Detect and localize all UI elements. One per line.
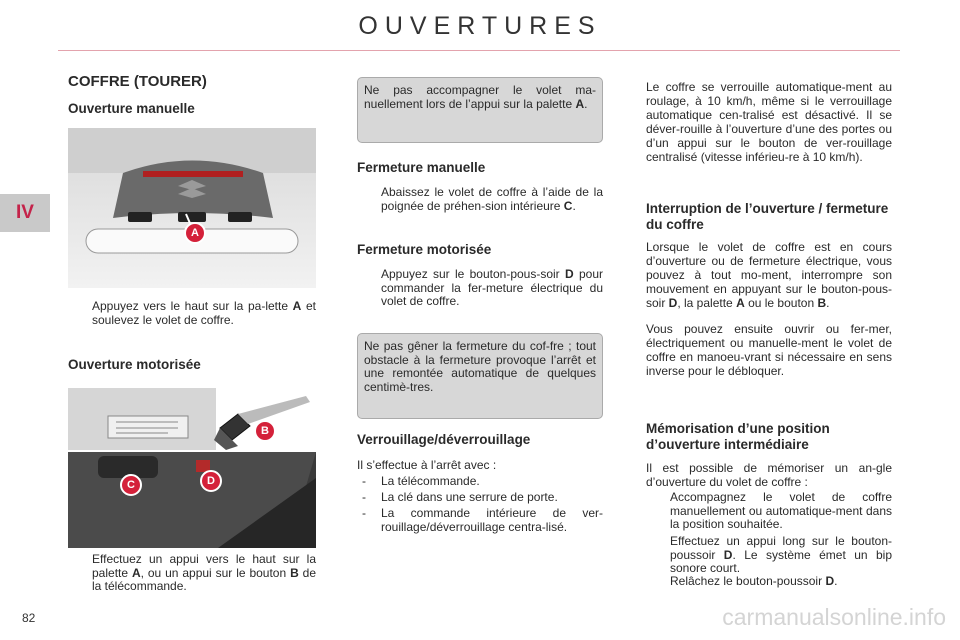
motorized-closing-bullet: Appuyez sur le bouton-pous-soir D pour commander la fer-meture électrique du volet de coffre.: [381, 267, 603, 308]
memo-bullet-1: Accompagnez le volet de coffre manuellement ou automatique-ment dans la position souhaitée.: [670, 490, 892, 531]
trunk-handle-photo: [68, 128, 316, 288]
manual-closing-bullet: Abaissez le volet de coffre à l’aide de la poignée de préhen-sion intérieure C.: [381, 185, 603, 213]
interrupt-paragraph-1: Lorsque le volet de coffre est en cours d’ouverture ou de fermeture électrique, vous pouvez à tout mo-ment, interrompre son mouvement en appuyant sur le bouton-pous-soir D, la palette A ou le bouton B.: [646, 240, 892, 310]
motorized-opening-bullet: Effectuez un appui vers le haut sur la palette A, ou un appui sur le bouton B de la télécommande.: [92, 552, 316, 593]
chapter-tab: IV: [0, 194, 50, 232]
header-rule: [58, 50, 900, 51]
motorized-closing-title: Fermeture motorisée: [357, 242, 492, 257]
note-box-1: Ne pas accompagner le volet ma-nuellement lors de l’appui sur la palette A.: [357, 77, 603, 143]
marker-c: C: [120, 474, 142, 496]
locking-item: - La commande intérieure de ver-rouillage/déverrouillage centra-lisé.: [362, 506, 603, 534]
dash-icon: -: [362, 474, 366, 488]
manual-opening-bullet: Appuyez vers le haut sur la pa-lette A et soulevez le volet de coffre.: [92, 299, 317, 327]
locking-title: Verrouillage/déverrouillage: [357, 432, 531, 447]
marker-b: B: [254, 420, 276, 442]
interrupt-paragraph-2: Vous pouvez ensuite ouvrir ou fer-mer, électriquement ou manuelle-ment le volet de coffre en manoeu-vrant si nécessaire en sens inverse pour le débloquer.: [646, 322, 892, 378]
interrupt-title: Interruption de l’ouverture / fermeture du coffre: [646, 201, 889, 232]
motorized-opening-title: Ouverture motorisée: [68, 357, 201, 372]
note-box-2: Ne pas gêner la fermeture du cof-fre ; tout obstacle à la fermeture provoque l’arrêt et une remontée automatique de quelques centimè-tres.: [357, 333, 603, 419]
section-title: COFFRE (TOURER): [68, 73, 207, 90]
dash-icon: -: [362, 506, 366, 520]
page-header-title: OUVERTURES: [358, 12, 602, 40]
locking-intro: Il s’effectue à l’arrêt avec :: [357, 458, 497, 472]
memo-intro: Il est possible de mémoriser un an-gle d’ouverture du volet de coffre :: [646, 461, 892, 489]
manual-closing-title: Fermeture manuelle: [357, 160, 486, 175]
memo-bullet-2: Effectuez un appui long sur le bouton-poussoir D. Le système émet un bip sonore court.: [670, 534, 892, 575]
marker-a: A: [184, 222, 206, 244]
memo-title: Mémorisation d’une position d’ouverture intermédiaire: [646, 421, 830, 452]
manual-opening-title: Ouverture manuelle: [68, 101, 195, 116]
memo-bullet-3: Relâchez le bouton-poussoir D.: [670, 574, 838, 588]
locking-item: - La clé dans une serrure de porte.: [362, 490, 558, 504]
page-number: 82: [22, 611, 36, 625]
locking-item: - La télécommande.: [362, 474, 480, 488]
auto-lock-paragraph: Le coffre se verrouille automatique-ment au roulage, à 10 km/h, même si le verrouillage automatique cen-tralisé est désactivé. Il se déver-rouille à l’ouverture d’une des portes ou d’un appui sur le bouton de ver-rouillage centralisé (vitesse inférieu-re à 10 km/h).: [646, 80, 892, 164]
dash-icon: -: [362, 490, 366, 504]
marker-d: D: [200, 470, 222, 492]
watermark: carmanualsonline.info: [722, 604, 946, 630]
remote-photo: [68, 388, 316, 548]
